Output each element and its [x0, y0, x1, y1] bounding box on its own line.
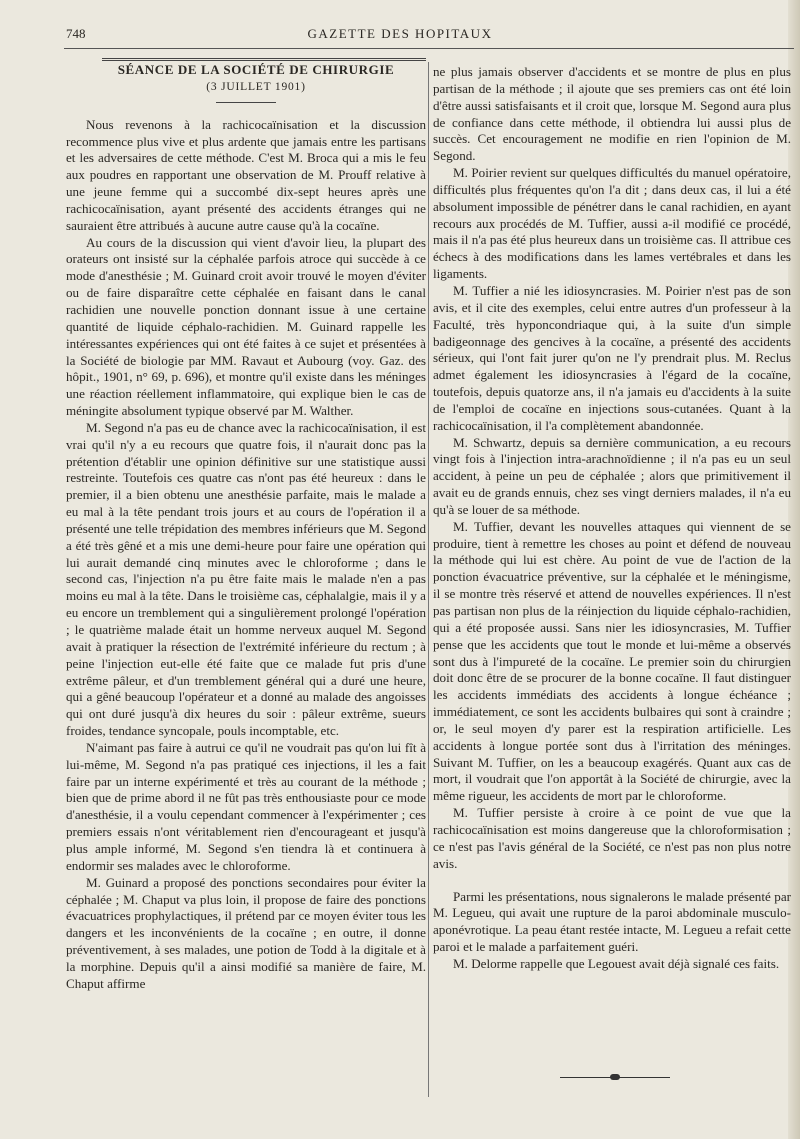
- ornament-dot: [610, 1074, 620, 1080]
- journal-title: GAZETTE DES HOPITAUX: [307, 26, 493, 41]
- right-column: [433, 64, 791, 973]
- paragraph: Au cours de la discussion qui vient d'avoir lieu, la plupart des orateurs ont insisté sur la céphalée parfois atroce qui succède à ce mode d'anesthésie ; M. Guinard croit avoir trouvé le moyen d'éviter ou de faire disparaître cette céphalée en faisant dans le canal rachidien une nouvelle ponction donnant issue à une certaine quantité de liquide céphalo-rachidien. M. Guinard rappelle les intéressantes expériences qui ont été faites à ce sujet et présentées à la Société de biologie par MM. Ravaut et Aubourg (voy. Gaz. des hôpit., 1901, n° 69, p. 696), et montre qu'il existe dans les méninges une réaction réellement inflammatoire, qui explique bien le cas de méningite absolument typique observé par M. Walther.: [66, 234, 426, 419]
- paragraph: M. Segond n'a pas eu de chance avec la rachicocaïnisation, il est vrai qu'il n'y a eu recours que quatre fois, il n'aurait donc pas la prétention d'établir une opinion définitive sur une statistique aussi restreinte. Toutefois ces quatre cas n'ont pas été heureux : dans le premier, il a bien obtenu une anesthésie parfaite, mais le malade a eu mal à la tête pendant trois jours et au cours de l'opération il a présenté une telle trépidation des membres inférieurs que M. Segond a été très gêné et a mis une demi-heure pour faire une opération qui lui aurait demandé cinq minutes avec le chloroforme ; dans le second cas, l'injection n'a pu être faite mais le malade n'en a pas moins eu mal à la tête. Dans le troisième cas, céphalalgie, mais il y a eu encore un tremblement qui a singulièrement prolongé l'opération ; le quatrième malade était un homme nerveux auquel M. Segond avait à pratiquer la résection de l'extrémité inférieure du rectum ; à peine l'injection eut-elle été faite que ce malade fut pris d'une extrême pâleur, et d'un tremblement général qui a duré une heure, qui a gêné beaucoup l'opérateur et a donné au malade des angoisses qui ont duré jusqu'à dix heures du soir : pâleur extrême, sueurs froides, tendance syncopale, pouls incomptable, etc.: [66, 419, 426, 739]
- paragraph: M. Tuffier a nié les idiosyncrasies. M. Poirier n'est pas de son avis, et il cite des exemples, celui entre autres d'un professeur à la Faculté, très hyponcondriaque qui, à la suite d'un simple badigeonnage des gencives à la cocaïne, a présenté des accidents sérieux, qui l'ont fait jurer qu'on ne l'y prendrait plus. M. Reclus admet également les idiosyncrasies à l'égard de la cocaïne, toutefois, depuis quatorze ans, il n'a jamais eu d'accidents à la suite de l'emploi de cocaïne en injections sous-cutanées. Quant à la rachicocaïnisation, il l'a complètement abandonnée.: [433, 282, 791, 433]
- section-date: (3 JUILLET 1901): [206, 80, 306, 93]
- paragraph: M. Tuffier persiste à croire à ce point de vue que la rachicocaïnisation est moins dangereuse que la chloroformisation ; ce n'est pas l'avis général de la Société, ce n'est pas non plus notre avis.: [433, 805, 791, 871]
- paragraph: ne plus jamais observer d'accidents et se montre de plus en plus partisan de la méthode ; il ajoute que ses premiers cas ont été loin d'être aussi satisfaisants et il croit que, lorsque M. Segond aura plus de confiance dans cette méthode, il obtiendra lui aussi plus de succès. Cet encouragement ne modifie en rien l'opinion de M. Segond.: [433, 64, 791, 164]
- page-number: 748: [66, 26, 86, 41]
- end-ornament: [560, 1074, 670, 1080]
- paragraph: M. Guinard a proposé des ponctions secondaires pour éviter la céphalée ; M. Chaput va plus loin, il propose de faire des ponctions évacuatrices prophylactiques, il prétend par ce moyen éviter tous les dangers et les inconvénients de la cocaïne ; en outre, il donne préventivement, à ses malades, une potion de Todd à la digitale et à la morphine. Depuis qu'il a ainsi modifié sa manière de faire, M. Chaput affirme: [66, 874, 426, 991]
- paragraph: M. Schwartz, depuis sa dernière communication, a eu recours vingt fois à l'injection intra-arachnoïdienne ; il n'a pas eu un seul accident, à peine un peu de céphalée ; alors que primitivement il avait eu de grands ennuis, chez ses vingt derniers malades, il n'a eu qu'à se louer de sa méthode.: [433, 434, 791, 517]
- paragraph: M. Tuffier, devant les nouvelles attaques qui viennent de se produire, tient à remettre les choses au point et défend de nouveau la méthode qui lui est chère. Au point de vue de l'action de la ponction évacuatrice préventive, sur la céphalée et le méningisme, il se montre très réservé et attend de nouvelles expériences. Il n'est pas partisan non plus de la réinjection du liquide céphalo-rachidien, qui a été proposée aussi. Sans nier les idiosyncrasies, M. Tuffier pense que les accidents que tout le monde et lui-même a observés sont dus à l'impureté de la cocaïne. Le premier soin du chirurgien doit donc être de se procurer de la bonne cocaïne. Il faut distinguer les accidents immédiats des accidents à longue échéance ; immédiatement, ce sont les accidents bulbaires qui sont à craindre ; or, le seul moyen d'y parer est la respiration artificielle. Les accidents à longue portée sont dus à l'irritation des méninges. Suivant M. Tuffier, on les a beaucoup exagérés. Quant aux cas de mort, il voudrait que l'on apportât à la Société de chirurgie, avec la même rigueur, les accidents de mort par le chloroforme.: [433, 518, 791, 804]
- section-rule: [216, 102, 276, 103]
- paragraph: M. Delorme rappelle que Legouest avait déjà signalé ces faits.: [453, 955, 780, 971]
- paragraph: M. Poirier revient sur quelques difficultés du manuel opératoire, difficultés plus fréquentes qu'on l'a dit ; dans deux cas, il lui a été absolument impossible de pénétrer dans le canal rachidien, en ayant recours aux procédés de M. Tuffier, aussi a-il modifié ce procédé, mais il n'a pas été plus heureux dans un troisième cas. Il attribue ces échecs à des modifications dans les lames vertébrales et dans les ligaments.: [433, 165, 791, 282]
- paragraph-gap: [433, 873, 791, 889]
- header-rule: [64, 48, 794, 49]
- column-divider: [428, 62, 429, 1097]
- section-title: SÉANCE DE LA SOCIÉTÉ DE CHIRURGIE: [117, 62, 395, 77]
- left-column: [66, 62, 426, 993]
- paragraph: Nous revenons à la rachicocaïnisation et la discussion recommence plus vive et plus ardente que jamais entre les partisans et les adversaires de cette méthode. C'est M. Broca qui a mis le feu aux poudres en rapportant une observation de M. Prouff relative à une jeune femme qui a succombé dix-sept heures après une rachicocaïnisation, ayant présenté des accidents étranges qui ne sauraient être attribués à aucune autre cause qu'à la cocaïne.: [66, 116, 426, 233]
- paragraph: N'aimant pas faire à autrui ce qu'il ne voudrait pas qu'on lui fît à lui-même, M. Segond n'a pas pratiqué ces injections, il les a fait faire par un interne expérimenté et très au courant de la méthode ; bien que de prime abord il ne fût pas très enthousiaste pour ce mode d'anesthésie, il a voulu cependant commencer à l'expérimenter ; ces premiers essais n'ont véritablement rien d'encourageant et jusqu'à plus ample informé, M. Segond s'en tiendra là et continuera à endormir ses malades avec le chloroforme.: [66, 739, 426, 873]
- paragraph: Parmi les présentations, nous signalerons le malade présenté par M. Legueu, qui avait une rupture de la paroi abdominale musculo-aponévrotique. La peau étant restée intacte, M. Legueu a refait cette paroi et le malade a parfaitement guéri.: [433, 888, 791, 955]
- page-header: [0, 26, 800, 46]
- section-top-rule: [102, 58, 426, 61]
